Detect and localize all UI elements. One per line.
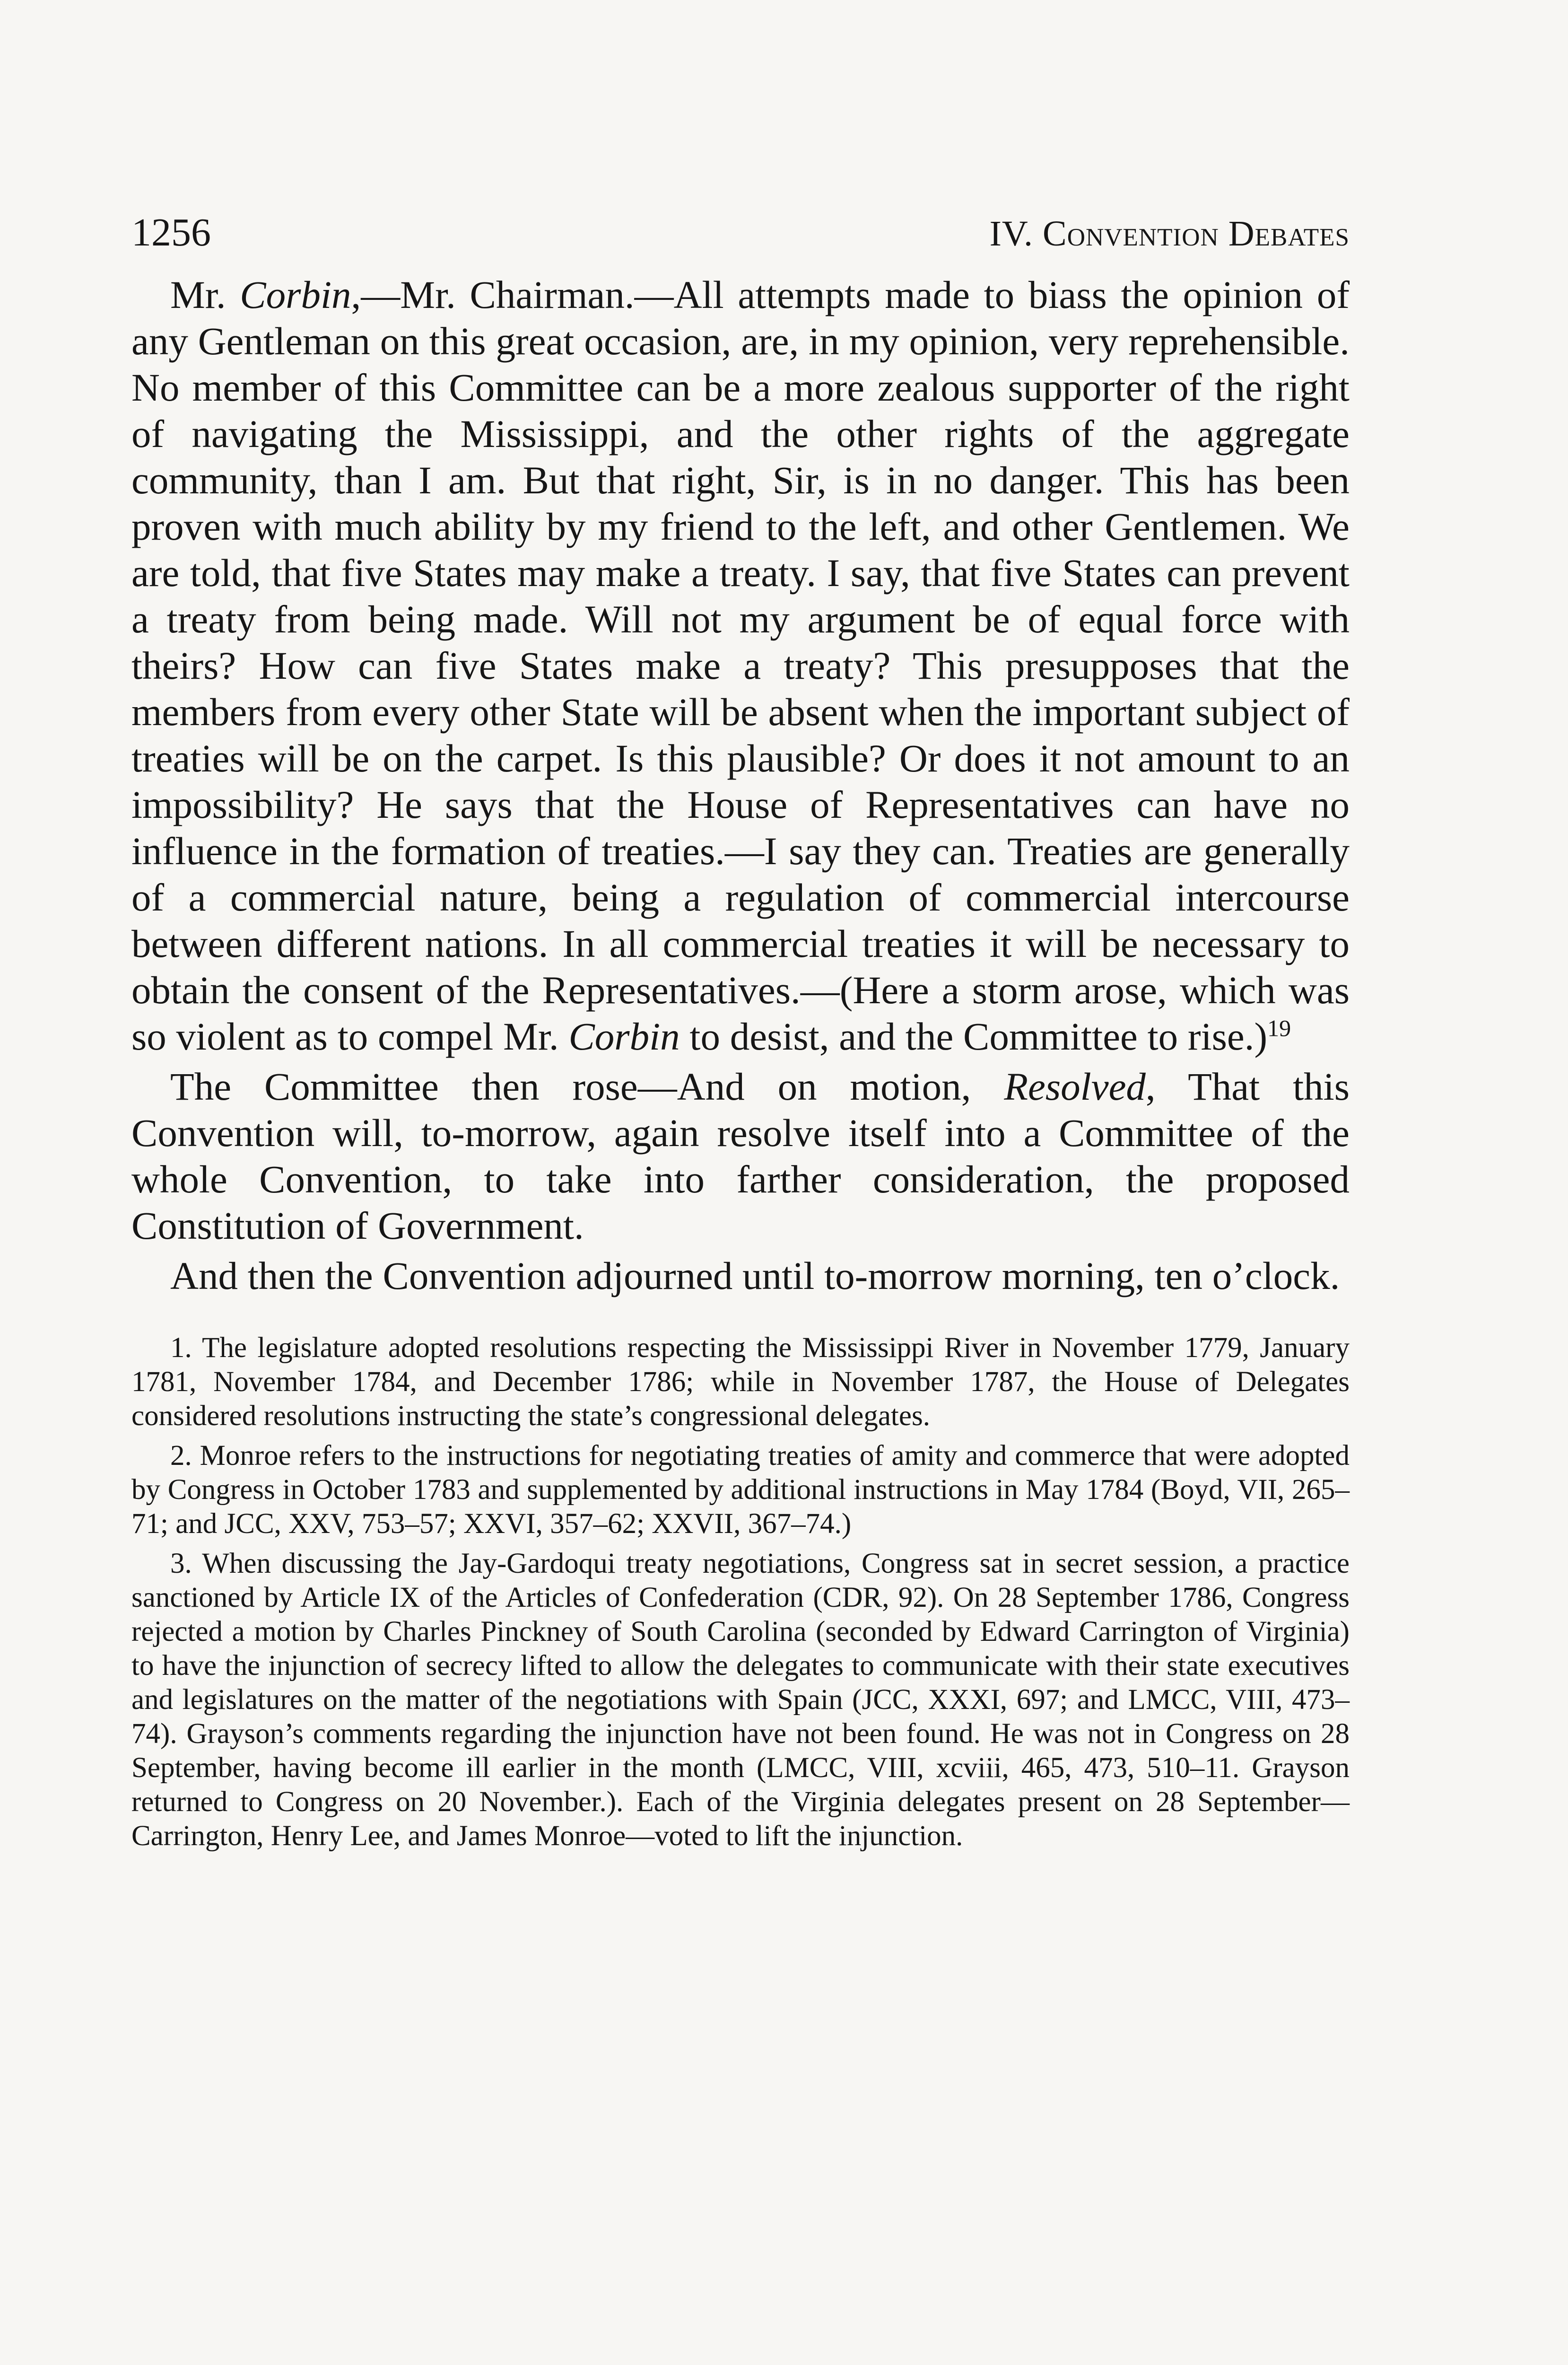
- main-text: [131, 272, 1350, 1299]
- footnote-2: 2. Monroe refers to the instructions for negotiating treaties of amity and commerce that were adopted by Congress in October 1783 and supplemented by additional instructions in May 1784 (Boyd, VII, 265–71; and JCC, XXV, 753–57; XXVI, 357–62; XXVII, 367–74.): [131, 1440, 1350, 1540]
- resolved-term: Resolved: [1004, 1065, 1146, 1108]
- footnote-3: 3. When discussing the Jay-Gardoqui treaty negotiations, Congress sat in secret session, a practice sanctioned by Article IX of the Articles of Confederation (CDR, 92). On 28 September 1786, Congress rejected a motion by Charles Pinckney of South Carolina (seconded by Edward Carrington of Virginia) to have the injunction of secrecy lifted to allow the delegates to communicate with their state executives and legislatures on the matter of the negotiations with Spain (JCC, XXXI, 697; and LMCC, VIII, 473–74). Grayson’s comments regarding the injunction have not been found. He was not in Congress on 28 September, having become ill earlier in the month (LMCC, VIII, xcviii, 465, 473, 510–11. Grayson returned to Congress on 20 November.). Each of the Virginia delegates present on 28 September—Carrington, Henry Lee, and James Monroe—voted to lift the injunction.: [131, 1548, 1350, 1852]
- paragraph-corbin-speech: Mr. Corbin,—Mr. Chairman.—All attempts made to biass the opinion of any Gentleman on this great occasion, are, in my opinion, very reprehensible. No member of this Committee can be a more zealous supporter of the right of navigating the Mississippi, and the other rights of the aggregate community, than I am. But that right, Sir, is in no danger. This has been proven with much ability by my friend to the left, and other Gentlemen. We are told, that five States may make a treaty. I say, that five States can prevent a treaty from being made. Will not my argument be of equal force with theirs? How can five States make a treaty? This presupposes that the members from every other State will be absent when the important subject of treaties will be on the carpet. Is this plausible? Or does it not amount to an impossibility? He says that the House of Representatives can have no influence in the formation of treaties.—I say they can. Treaties are generally of a commercial nature, being a regulation of commercial intercourse between different nations. In all commercial treaties it will be necessary to obtain the consent of the Representatives.—(Here a storm arose, which was so violent as to compel Mr. Corbin to desist, and the Committee to rise.)$^{19}$: [131, 273, 1350, 1058]
- paragraph-adjourned: And then the Convention adjourned until to-morrow morning, ten o’clock.: [170, 1254, 1340, 1297]
- speaker-name-2: Corbin: [568, 1015, 680, 1058]
- page-header: [131, 210, 1350, 254]
- running-head: IV. Convention Debates: [989, 214, 1350, 254]
- footnotes: [131, 1331, 1350, 1853]
- paragraph-committee-rose: The Committee then rose—And on motion, Resolved, That this Convention will, to-morrow, again resolve itself into a Committee of the whole Convention, to take into farther consideration, the proposed Constitution of Government.: [131, 1065, 1350, 1247]
- page-number: 1256: [131, 210, 211, 254]
- footnote-reference: 19: [1267, 1015, 1291, 1042]
- document-page: [131, 210, 1350, 1853]
- speaker-name: Corbin: [240, 273, 351, 316]
- footnote-1: 1. The legislature adopted resolutions respecting the Mississippi River in November 1779, January 1781, November 1784, and December 1786; while in November 1787, the House of Delegates considered resolutions instructing the state’s congressional delegates.: [131, 1332, 1350, 1432]
